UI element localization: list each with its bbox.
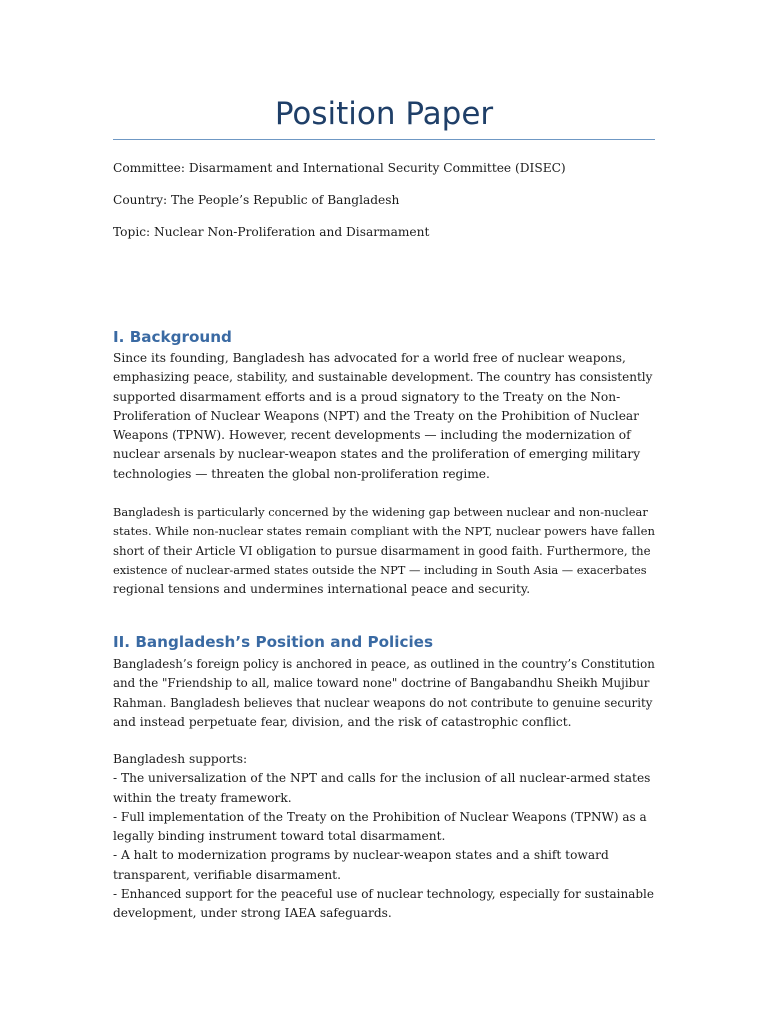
text-line: supported disarmament efforts and is a proud signatory to the Treaty on the Non- [113, 389, 621, 404]
text-line: Rahman. Bangladesh believes that nuclear weapons do not contribute to genuine security [113, 695, 653, 710]
page-title: Position Paper [274, 96, 494, 132]
text-line: and instead perpetuate fear, division, and the risk of catastrophic conflict. [113, 714, 572, 729]
text-line: and the "Friendship to all, malice toward none" doctrine of Bangabandhu Sheikh Mujibur [113, 676, 650, 691]
text-line: Proliferation of Nuclear Weapons (NPT) and the Treaty on the Prohibition of Nuclear [113, 408, 640, 423]
text-line: Since its founding, Bangladesh has advocated for a world free of nuclear weapons, [113, 351, 626, 365]
background-paragraph-2 [113, 503, 655, 599]
text-line: technologies — threaten the global non-proliferation regime. [113, 466, 490, 481]
section-heading-position: II. Bangladesh’s Position and Policies [113, 633, 433, 651]
list-item: - Full implementation of the Treaty on the Prohibition of Nuclear Weapons (TPNW) as a [113, 809, 647, 824]
position-paragraph-1 [113, 655, 655, 732]
text-line: regional tensions and undermines international peace and security. [113, 582, 531, 597]
text-line: states. While non-nuclear states remain compliant with the NPT, nuclear powers have fallen [113, 524, 655, 539]
text-line: emphasizing peace, stability, and sustainable development. The country has consistently [113, 370, 653, 385]
topic-line: Topic: Nuclear Non-Proliferation and Disarmament [113, 225, 430, 239]
document-page [113, 0, 655, 1024]
text-line: nuclear arsenals by nuclear-weapon states and the proliferation of emerging military [113, 447, 641, 462]
list-item: - Enhanced support for the peaceful use of nuclear technology, especially for sustainable [113, 887, 654, 902]
text-line: Weapons (TPNW). However, recent developments — including the modernization of [113, 428, 631, 443]
list-item-continuation: within the treaty framework. [113, 790, 292, 805]
committee-line: Committee: Disarmament and International Security Committee (DISEC) [113, 161, 566, 175]
list-item-continuation: legally binding instrument toward total disarmament. [113, 829, 446, 844]
list-intro: Bangladesh supports: [113, 752, 248, 766]
position-support-list [113, 750, 655, 924]
background-paragraph-1 [113, 349, 655, 484]
list-item-continuation: transparent, verifiable disarmament. [113, 867, 341, 882]
country-line: Country: The People’s Republic of Bangladesh [113, 193, 400, 207]
text-line: short of their Article VI obligation to pursue disarmament in good faith. Furthermore, the [113, 543, 651, 558]
list-item: - A halt to modernization programs by nuclear-weapon states and a shift toward [113, 848, 609, 863]
list-item: - The universalization of the NPT and calls for the inclusion of all nuclear-armed states [113, 771, 651, 786]
list-item-continuation: development, under strong IAEA safeguards. [113, 906, 392, 921]
text-line: existence of nuclear-armed states outside the NPT — including in South Asia — exacerbates [113, 562, 647, 577]
title-divider [113, 139, 655, 140]
text-line: Bangladesh is particularly concerned by the widening gap between nuclear and non-nuclear [113, 505, 648, 519]
section-heading-background: I. Background [113, 328, 232, 346]
text-line: Bangladesh’s foreign policy is anchored in peace, as outlined in the country’s Constitution [113, 657, 655, 671]
